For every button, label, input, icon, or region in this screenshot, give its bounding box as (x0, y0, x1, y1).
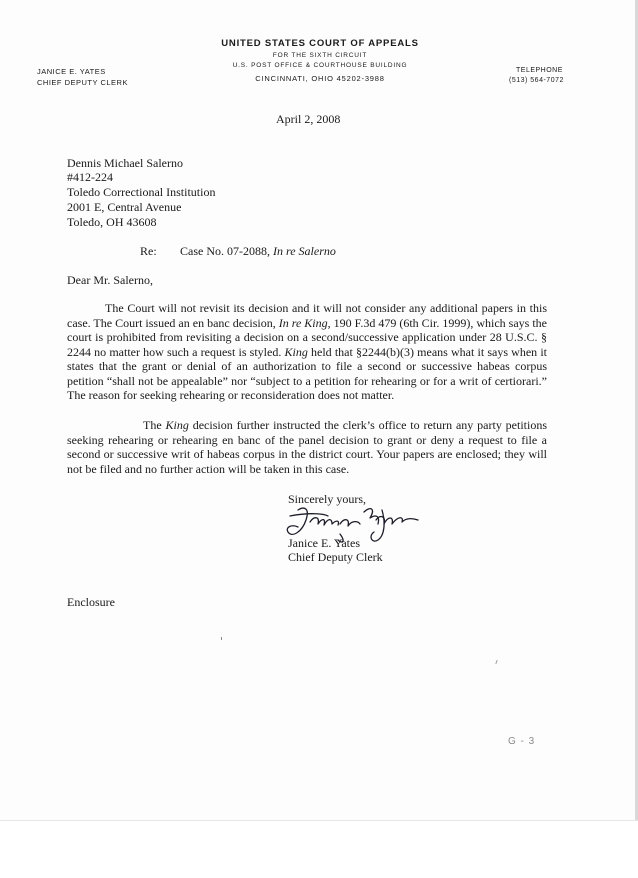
re-case-number: Case No. 07-2088, (180, 244, 273, 258)
valediction: Sincerely yours, (288, 492, 366, 506)
clerk-title-header: CHIEF DEPUTY CLERK (37, 78, 128, 87)
clerk-name-header: JANICE E. YATES (37, 67, 106, 76)
recipient-institution: Toledo Correctional Institution (67, 185, 216, 199)
body-paragraph-2: The King decision further instructed the clerk’s office to return any party petitions seeking rehearing or rehearing en banc of the panel decision to grant or deny a request to file a second or successive writ of habeas corpus in the district court. Your papers are enclosed; they will not be filed and no further action will be taken in this case. (67, 418, 548, 476)
court-city: CINCINNATI, OHIO 45202-3988 (255, 74, 385, 83)
signer-name: Janice E. Yates (288, 536, 360, 550)
page-mark: G - 3 (508, 736, 536, 747)
letter-date: April 2, 2008 (276, 112, 341, 126)
re-label: Re: (140, 244, 157, 258)
building-name: U.S. POST OFFICE & COURTHOUSE BUILDING (232, 62, 408, 69)
telephone-label: TELEPHONE (516, 67, 563, 74)
re-case (180, 244, 336, 259)
body-paragraph-1: The Court will not revisit its decision and it will not consider any additional papers in this case. The Court issued an en banc decision, In re King, 190 F.3d 479 (6th Cir. 1999), which says the court is prohibited from revisiting a decision on a second/successive application under 28 U.S.C. § 2244 no matter how such a request is styled. King held that §2244(b)(3) means what it says when it states that the grant or denial of an authorization to file a second or successive habeas corpus petition “shall not be appealable” nor “subject to a petition for rehearing or for a writ of certiorari.” The reason for seeking rehearing or reconsideration does not matter. (67, 301, 547, 402)
recipient-street: 2001 E, Central Avenue (67, 200, 182, 214)
recipient-number: #412-224 (67, 170, 113, 184)
circuit-name: FOR THE SIXTH CIRCUIT (272, 52, 368, 59)
salutation: Dear Mr. Salerno, (67, 273, 153, 287)
telephone-number: (513) 564-7072 (509, 77, 564, 84)
recipient-name: Dennis Michael Salerno (67, 156, 183, 170)
scan-margin (0, 820, 638, 878)
signer-title: Chief Deputy Clerk (288, 550, 383, 564)
re-case-name: In re Salerno (273, 244, 336, 258)
scan-speck (221, 637, 222, 640)
court-name: UNITED STATES COURT OF APPEALS (221, 38, 419, 49)
enclosure-note: Enclosure (67, 595, 115, 609)
recipient-city: Toledo, OH 43608 (67, 215, 157, 229)
scan-speck (495, 660, 497, 664)
